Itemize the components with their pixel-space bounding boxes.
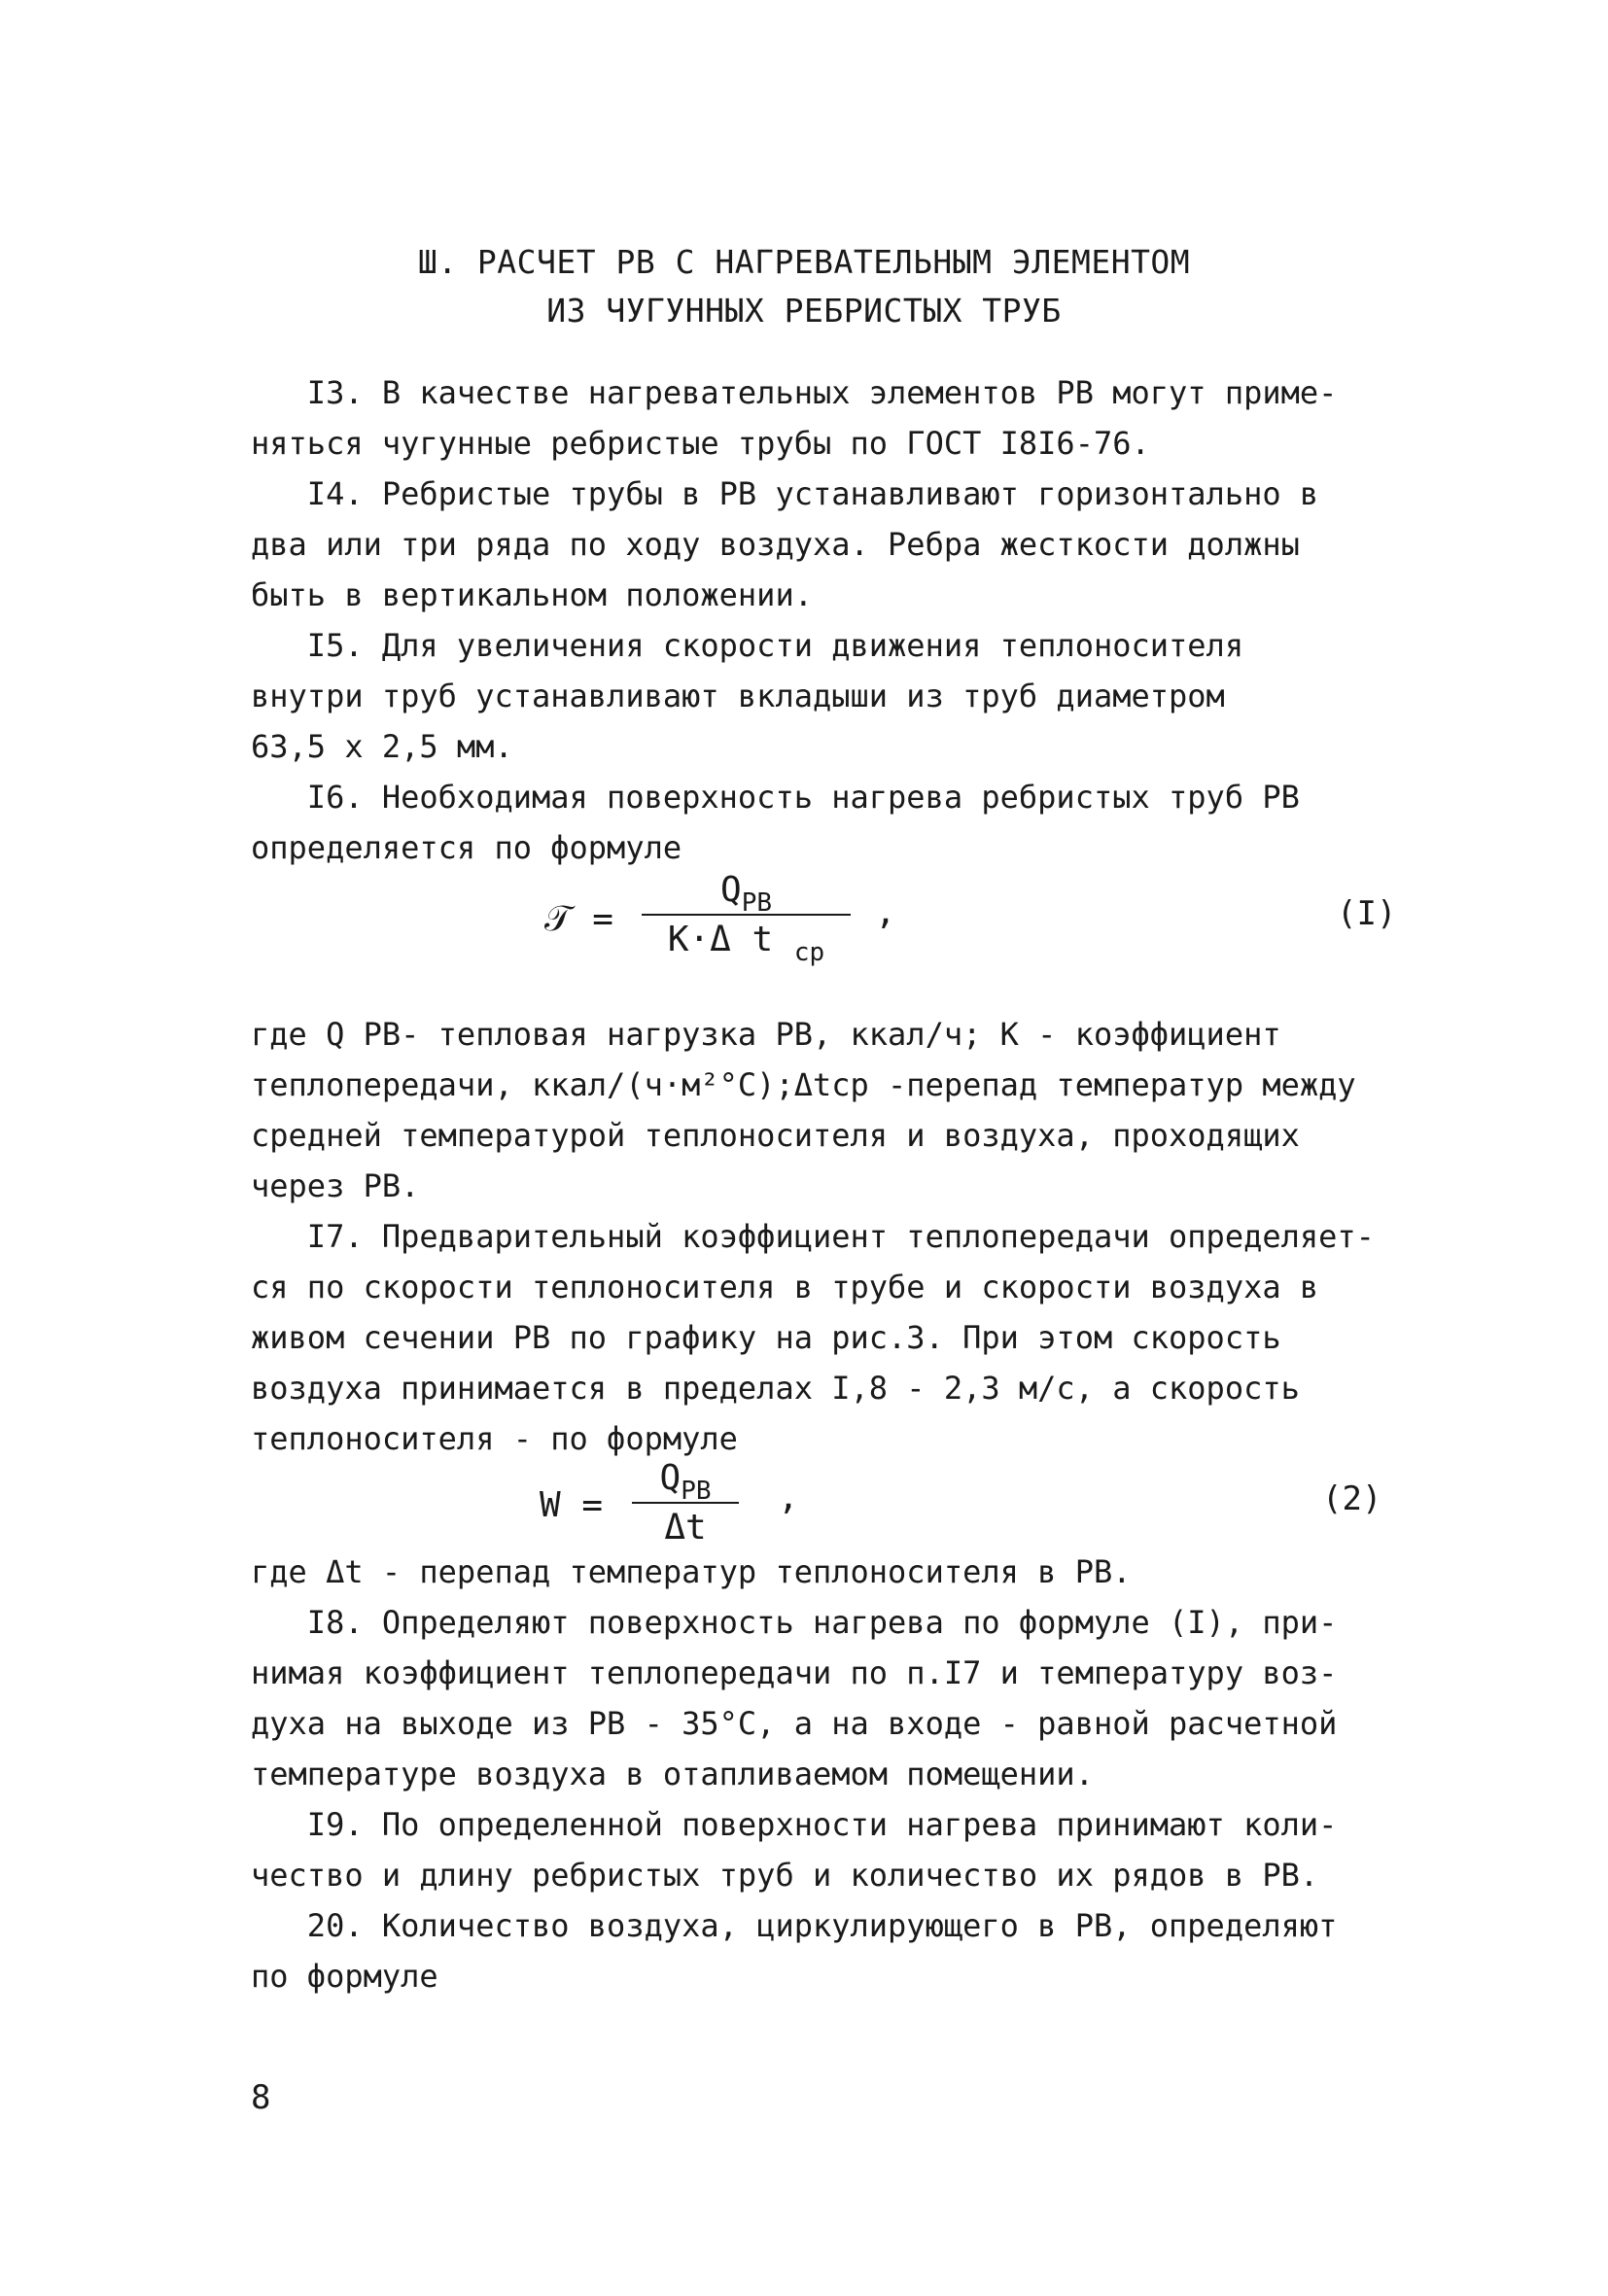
formula-1-lhs: 𝒯 = (544, 899, 613, 939)
paragraph-18-line-2: нимая коэффициент теплопередачи по п.I7 и температуру воз- (251, 1654, 1338, 1691)
section-heading-line-1: Ш. РАСЧЕТ РВ С НАГРЕВАТЕЛЬНЫМ ЭЛЕМЕНТОМ (417, 243, 1191, 281)
paragraph-16-line-2: определяется по формуле (251, 829, 682, 866)
paragraph-17-line-4: воздуха принимается в пределах I,8 - 2,3 м/с, а скорость (251, 1370, 1300, 1407)
formula-2-lhs: W = (540, 1485, 604, 1525)
formula-2-where-line: где Δt - перепад температур теплоносителя в РВ. (251, 1553, 1132, 1590)
paragraph-16-line-1: I6. Необходимая поверхность нагрева ребристых труб РВ (251, 779, 1300, 816)
formula-1-where-line-2: теплопередачи, ккал/(ч·м²°С);Δtср -перепад температур между (251, 1066, 1356, 1103)
paragraph-18-line-1: I8. Определяют поверхность нагрева по формуле (I), при- (251, 1604, 1338, 1641)
paragraph-15-line-3: 63,5 х 2,5 мм. (251, 728, 513, 765)
paragraph-14-line-2: два или три ряда по ходу воздуха. Ребра жесткости должны (251, 526, 1300, 563)
page-number: 8 (251, 2078, 271, 2117)
formula-2-fraction (632, 1458, 739, 1548)
paragraph-20-line-2: по формуле (251, 1958, 438, 1995)
paragraph-17-line-3: живом сечении РВ по графику на рис.3. При этом скорость (251, 1319, 1281, 1356)
paragraph-17-line-2: ся по скорости теплоносителя в трубе и скорости воздуха в (251, 1269, 1319, 1305)
formula-2-comma: , (778, 1478, 799, 1517)
paragraph-19-line-2: чество и длину ребристых труб и количество их рядов в РВ. (251, 1857, 1319, 1894)
paragraph-13-line-2: няться чугунные ребристые трубы по ГОСТ I8I6-76. (251, 425, 1150, 462)
formula-1-where-line-4: через РВ. (251, 1167, 420, 1204)
paragraph-18-line-4: температуре воздуха в отапливаемом помещении. (251, 1756, 1094, 1792)
paragraph-20-line-1: 20. Количество воздуха, циркулирующего в РВ, определяют (251, 1907, 1338, 1944)
formula-1-denominator: К·Δ t $_{ср}$ (667, 920, 825, 967)
formula-2-numerator: $Q_{РВ}$ (659, 1458, 712, 1506)
formula-1-number: (I) (1337, 894, 1397, 933)
formula-1-comma: , (875, 892, 896, 932)
paragraph-17-line-5: теплоносителя - по формуле (251, 1420, 738, 1457)
paragraph-18-line-3: духа на выходе из РВ - 35°С, а на входе - равной расчетной (251, 1705, 1338, 1742)
formula-2-number: (2) (1322, 1479, 1382, 1518)
formula-1-where-line-3: средней температурой теплоносителя и воздуха, проходящих (251, 1117, 1300, 1154)
formula-1-fraction (642, 870, 851, 967)
paragraph-15-line-2: внутри труб устанавливают вкладыши из труб диаметром (251, 678, 1225, 714)
paragraph-14-line-3: быть в вертикальном положении. (251, 576, 813, 613)
section-heading-line-2: ИЗ ЧУГУННЫХ РЕБРИСТЫХ ТРУБ (546, 292, 1062, 330)
formula-2-denominator: Δt (664, 1508, 707, 1548)
paragraph-19-line-1: I9. По определенной поверхности нагрева принимают коли- (251, 1806, 1338, 1843)
paragraph-14-line-1: I4. Ребристые трубы в РВ устанавливают горизонтально в (251, 475, 1319, 512)
paragraph-15-line-1: I5. Для увеличения скорости движения теплоносителя (251, 627, 1244, 664)
formula-1-where-line-1: где Q РВ- тепловая нагрузка РВ, ккал/ч; К - коэффициент (251, 1016, 1281, 1053)
formula-1-numerator: $Q_{РВ}$ (720, 870, 772, 918)
paragraph-13-line-1: I3. В качестве нагревательных элементов РВ могут приме- (251, 374, 1338, 411)
paragraph-17-line-1: I7. Предварительный коэффициент теплопередачи определяет- (251, 1218, 1375, 1255)
